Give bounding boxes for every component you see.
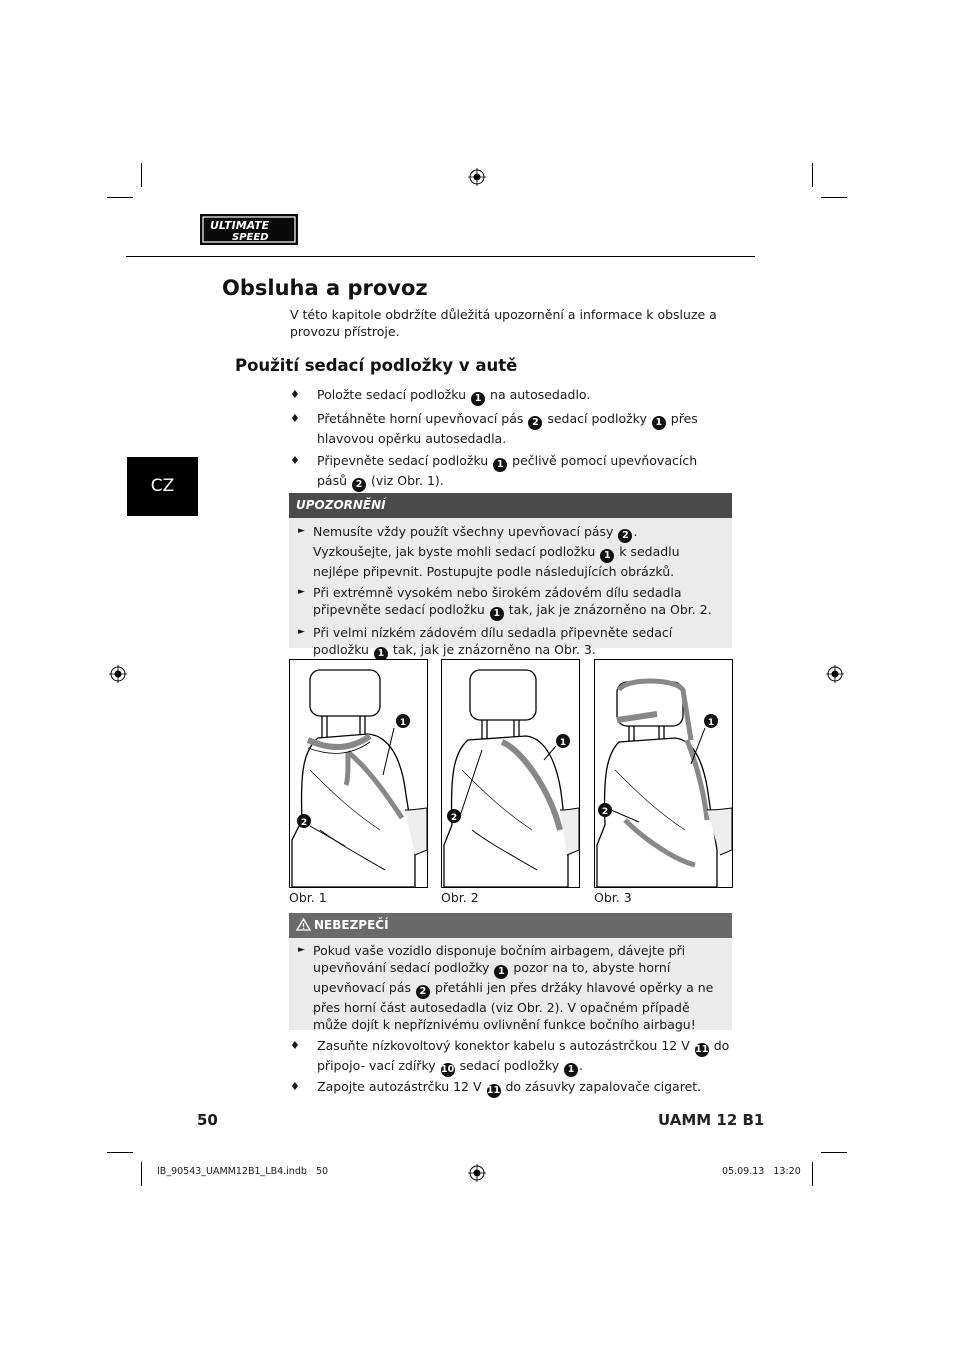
logo-line-1: ULTIMATE — [210, 219, 270, 232]
list-item: ♦ Zapojte autozástrčku 12 V 11 do zásuvky zapalovače cigaret. — [290, 1079, 702, 1096]
notice-title: UPOZORNĚNÍ — [289, 493, 732, 518]
list-item: ♦ Přetáhněte horní upevňovací pás 2 sedací podložky 1 přes hlavovou opěrku autosedadla. — [290, 411, 698, 446]
figure-caption: Obr. 2 — [441, 890, 479, 905]
list-item: ♦ Položte sedací podložku 1 na autosedadlo. — [290, 387, 591, 404]
figure-caption: Obr. 3 — [594, 890, 632, 905]
language-tab: CZ — [127, 457, 198, 516]
callout-number: 1 — [707, 718, 715, 728]
section-title: Obsluha a provoz — [222, 276, 428, 300]
arrow-bullet-icon: ► — [298, 526, 305, 536]
part-number: 11 — [695, 1044, 709, 1055]
part-number: 1 — [652, 416, 666, 430]
list-item: ♦ Zasuňte nízkovoltový konektor kabelu s autozástrčkou 12 V 11 do připojo- vací zdířky 10 sedací podložky 1 . — [290, 1038, 730, 1075]
part-number: 1 — [471, 392, 485, 406]
subsection-title: Použití sedací podložky v autě — [235, 356, 518, 375]
figure-caption: Obr. 1 — [289, 890, 327, 905]
arrow-bullet-icon: ► — [298, 587, 305, 597]
notice-box — [289, 493, 732, 659]
notice-item: ► Při extrémně vysokém nebo širokém zádovém dílu sedadla připevněte sedací podložku 1 tak, jak je znázorněno na Obr. 2. — [298, 585, 712, 619]
callout-number: 1 — [559, 738, 567, 748]
diamond-bullet-icon: ♦ — [290, 1039, 300, 1052]
danger-item: ► Pokud vaše vozidlo disponuje bočním airbagem, dávejte při upevňování sedací podložky 1 pozor na to, abyste horní upevňovací pás 2 přetáhli jen přes držáky hlavové opěrky a ne přes horní část autosedadla (viz Obr. 2). V opačném případě může dojít k nepříznivému ovlivnění funkce bočního airbagu! — [298, 943, 714, 1032]
danger-title: NEBEZPEČÍ — [314, 918, 389, 932]
crop-mark — [141, 163, 142, 187]
callout-number: 2 — [601, 807, 609, 817]
crop-mark — [821, 1152, 847, 1153]
part-number: 1 — [600, 549, 614, 563]
date-slug: 05.09.13 13:20 — [722, 1166, 801, 1177]
figure-1-illustration — [289, 659, 428, 888]
crop-mark — [141, 1162, 142, 1186]
registration-mark-icon — [826, 665, 844, 683]
part-number: 2 — [528, 416, 542, 430]
registration-mark-icon — [468, 168, 486, 186]
crop-mark — [821, 197, 847, 198]
header-rule — [126, 256, 755, 257]
diamond-bullet-icon: ♦ — [290, 388, 300, 401]
crop-mark — [812, 1162, 813, 1186]
callout-number: 2 — [450, 813, 458, 823]
diamond-bullet-icon: ♦ — [290, 454, 300, 467]
file-slug: IB_90543_UAMM12B1_LB4.indb 50 — [157, 1166, 329, 1177]
registration-mark-icon — [109, 665, 127, 683]
model-name: UAMM 12 B1 — [658, 1111, 765, 1129]
ultimate-speed-logo — [200, 214, 298, 245]
part-number: 11 — [486, 1085, 501, 1096]
part-number: 1 — [564, 1063, 578, 1077]
page-number: 50 — [197, 1111, 218, 1129]
warning-triangle-icon — [296, 918, 311, 931]
figure-3-illustration — [594, 659, 733, 888]
part-number: 10 — [441, 1064, 455, 1075]
diamond-bullet-icon: ♦ — [290, 1080, 300, 1093]
crop-mark — [107, 197, 133, 198]
callout-number: 1 — [399, 718, 407, 728]
part-number: 2 — [618, 529, 632, 543]
part-number: 2 — [416, 985, 430, 999]
part-number: 1 — [490, 607, 504, 621]
crop-mark — [107, 1152, 133, 1153]
part-number: 2 — [352, 478, 366, 492]
crop-mark — [812, 163, 813, 187]
notice-item: ► Při velmi nízkém zádovém dílu sedadla připevněte sedací podložku 1 tak, jak je znázorněno na Obr. 3. — [298, 625, 673, 659]
section-intro: V této kapitole obdržíte důležitá upozornění a informace k obsluze a provozu přístroje. — [290, 307, 717, 339]
figure-2-illustration — [441, 659, 580, 888]
logo-line-2: SPEED — [232, 232, 269, 243]
arrow-bullet-icon: ► — [298, 945, 305, 955]
callout-number: 2 — [300, 818, 308, 828]
part-number: 1 — [494, 965, 508, 979]
notice-item: ► Nemusíte vždy použít všechny upevňovací pásy 2 . Vyzkoušejte, jak byste mohli sedací podložku 1 k sedadlu nejlépe připevnit. Postupujte podle následujících obrázků. — [298, 524, 680, 579]
part-number: 1 — [493, 458, 507, 472]
list-item: ♦ Připevněte sedací podložku 1 pečlivě pomocí upevňovacích pásů 2 (viz Obr. 1). — [290, 453, 698, 490]
part-number: 1 — [374, 647, 388, 661]
arrow-bullet-icon: ► — [298, 627, 305, 637]
diamond-bullet-icon: ♦ — [290, 412, 300, 425]
danger-box — [289, 913, 732, 1030]
registration-mark-icon — [468, 1164, 486, 1182]
